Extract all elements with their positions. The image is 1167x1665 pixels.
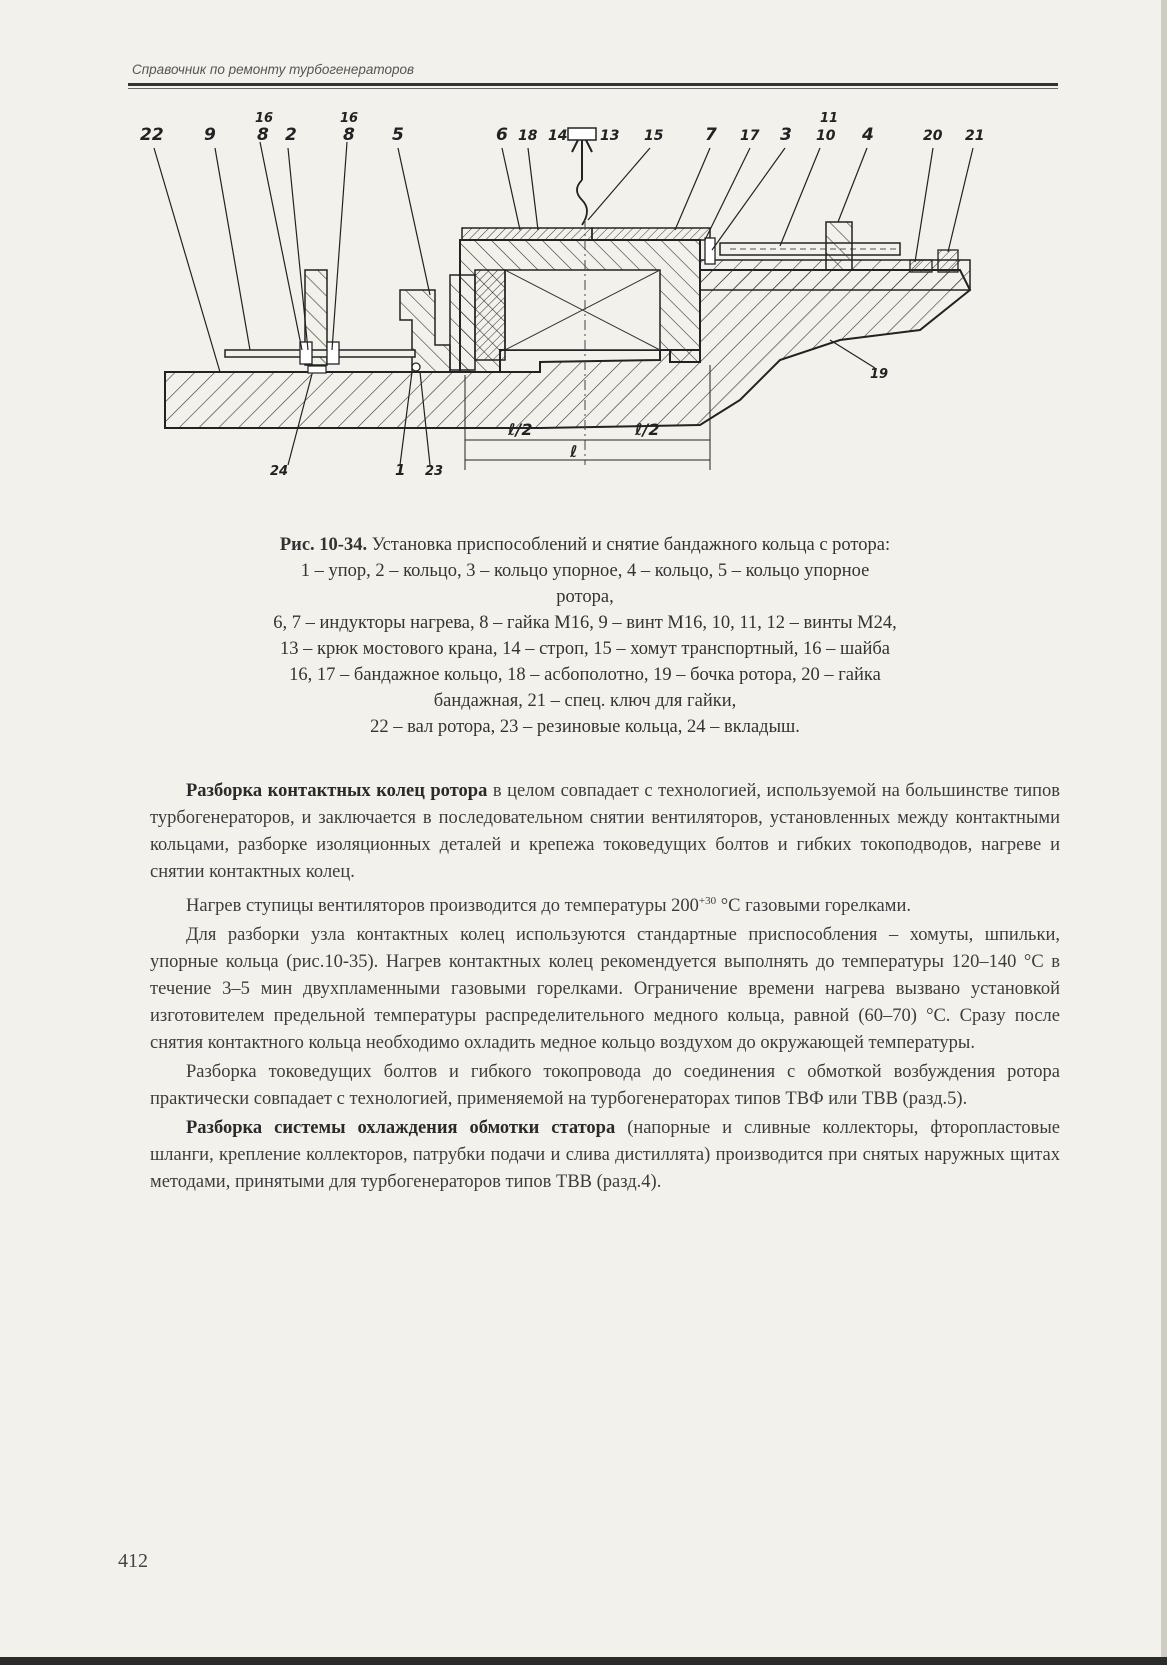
label-15: 15 — [644, 128, 664, 144]
paragraph-5-heading: Разборка системы охлаждения обмотки статора — [186, 1118, 616, 1139]
sling-14 — [572, 140, 592, 180]
nut-20 — [910, 260, 932, 272]
screw-9 — [225, 350, 415, 357]
label-8b: 8 — [343, 125, 355, 145]
paragraph-2-superscript: +30 — [698, 895, 717, 907]
dim-l-half-right: ℓ/2 — [635, 420, 660, 439]
figure-title: Установка приспособлений и снятие бандажного кольца с ротора: — [367, 535, 891, 555]
thrust-ring-3 — [705, 238, 715, 264]
paragraph-2-text-b: °С газовыми горелками. — [716, 896, 911, 917]
inner-ring-dense — [475, 270, 505, 360]
label-7: 7 — [705, 125, 717, 145]
page-gutter-shadow — [1161, 0, 1167, 1665]
inductor-6 — [462, 228, 592, 240]
rotor-assembly-diagram — [140, 110, 1020, 505]
label-17: 17 — [740, 128, 760, 144]
paragraph-3: Для разборки узла контактных колец используются стандартные приспособления – хомуты, шпильки, упорные кольца (рис.10-35). Нагрев контактных колец рекомендуется выполнять до температуры 120–140 °С в течение 3–5 мин двухпламенными газовыми горелками. Ограничение времени нагрева вызвано установкой изготовителем предельной температуры распределительного медного кольца, равной (60–70) °С. Сразу после снятия контактного кольца необходимо охладить медное кольцо воздухом до окружающей температуры. — [150, 925, 1060, 1054]
label-2: 2 — [285, 125, 297, 145]
label-4: 4 — [862, 125, 874, 145]
dim-l-full: ℓ — [570, 442, 578, 461]
label-6: 6 — [496, 125, 508, 145]
label-9: 9 — [204, 125, 216, 145]
label-20: 20 — [923, 128, 943, 144]
transport-clamp-15 — [577, 180, 587, 225]
label-16b: 16 — [340, 111, 359, 126]
paragraph-2-text-a: Нагрев ступицы вентиляторов производится до температуры 200 — [186, 896, 699, 917]
label-8a: 8 — [257, 125, 269, 145]
figure-number: Рис. 10-34. — [279, 535, 368, 555]
label-22: 22 — [140, 125, 164, 145]
label-13: 13 — [600, 128, 620, 144]
paragraph-1-text: в целом совпадает с технологией, используемой на большинстве типов турбогенераторов, и заключается в последовательном снятии вентиляторов, установленных между контактными кольцами, разборке изоляционных деталей и крепежа токоведущих болтов и гибких токоподводов, нагреве и снятии контактных колец. — [150, 781, 1061, 882]
label-23: 23 — [425, 464, 444, 479]
body-text — [150, 778, 1060, 1198]
caption-line-2: ротора, — [556, 587, 614, 607]
washer-24 — [308, 366, 326, 373]
label-1: 1 — [395, 461, 406, 479]
label-24: 24 — [270, 464, 289, 479]
caption-line-3: 6, 7 – индукторы нагрева, 8 – гайка М16, 9 – винт М16, 10, 11, 12 – винты М24, — [273, 613, 897, 633]
caption-line-4: 13 – крюк мостового крана, 14 – строп, 15 – хомут транспортный, 16 – шайба — [280, 639, 890, 659]
label-14: 14 — [548, 128, 568, 144]
nut-8b — [327, 342, 339, 364]
figure-caption — [170, 532, 1000, 740]
label-10: 10 — [816, 128, 836, 144]
paragraph-5 — [150, 1115, 1060, 1196]
thrust-ring-5 — [400, 290, 450, 372]
label-16a: 16 — [255, 111, 274, 126]
label-5: 5 — [392, 125, 404, 145]
header-rule-thin — [128, 88, 1058, 89]
nut-8a — [300, 342, 312, 364]
page-number: 412 — [118, 1550, 148, 1572]
paragraph-5-text: (напорные и сливные коллекторы, фторопластовые шланги, крепление коллекторов, патрубки подачи и слива дистиллята) производится при снятых наружных щитах методами, принятыми для турбогенераторов типов ТВВ (разд.4). — [150, 1118, 1060, 1193]
running-header: Справочник по ремонту турбогенераторов — [132, 62, 415, 77]
ring-4 — [826, 222, 852, 270]
label-11: 11 — [820, 111, 839, 126]
dim-l-half-left: ℓ/2 — [508, 420, 533, 439]
paragraph-2 — [150, 888, 1060, 920]
caption-line-5: 16, 17 – бандажное кольцо, 18 – асбополотно, 19 – бочка ротора, 20 – гайка — [289, 665, 881, 685]
header-rule — [128, 83, 1058, 86]
caption-line-6: бандажная, 21 – спец. ключ для гайки, — [433, 691, 737, 711]
scan-bottom-edge — [0, 1657, 1167, 1665]
label-19: 19 — [870, 367, 889, 382]
crane-hook-13 — [568, 128, 596, 140]
label-18: 18 — [518, 128, 538, 144]
thrust-ring-5a — [450, 275, 475, 370]
label-21: 21 — [965, 128, 985, 144]
inductor-7 — [592, 228, 710, 240]
key-21 — [938, 250, 958, 272]
paragraph-1 — [150, 778, 1060, 886]
caption-line-1: 1 – упор, 2 – кольцо, 3 – кольцо упорное, 4 – кольцо, 5 – кольцо упорное — [300, 561, 870, 581]
paragraph-4: Разборка токоведущих болтов и гибкого токопровода до соединения с обмоткой возбуждения ротора практически совпадает с технологией, применяемой на турбогенераторах типов ТВФ или ТВВ (разд.5). — [150, 1062, 1060, 1110]
caption-line-7: 22 – вал ротора, 23 – резиновые кольца, 24 – вкладыш. — [370, 717, 800, 737]
paragraph-1-heading: Разборка контактных колец ротора — [186, 781, 488, 801]
rubber-ring-23 — [412, 363, 420, 371]
label-3: 3 — [780, 125, 792, 145]
